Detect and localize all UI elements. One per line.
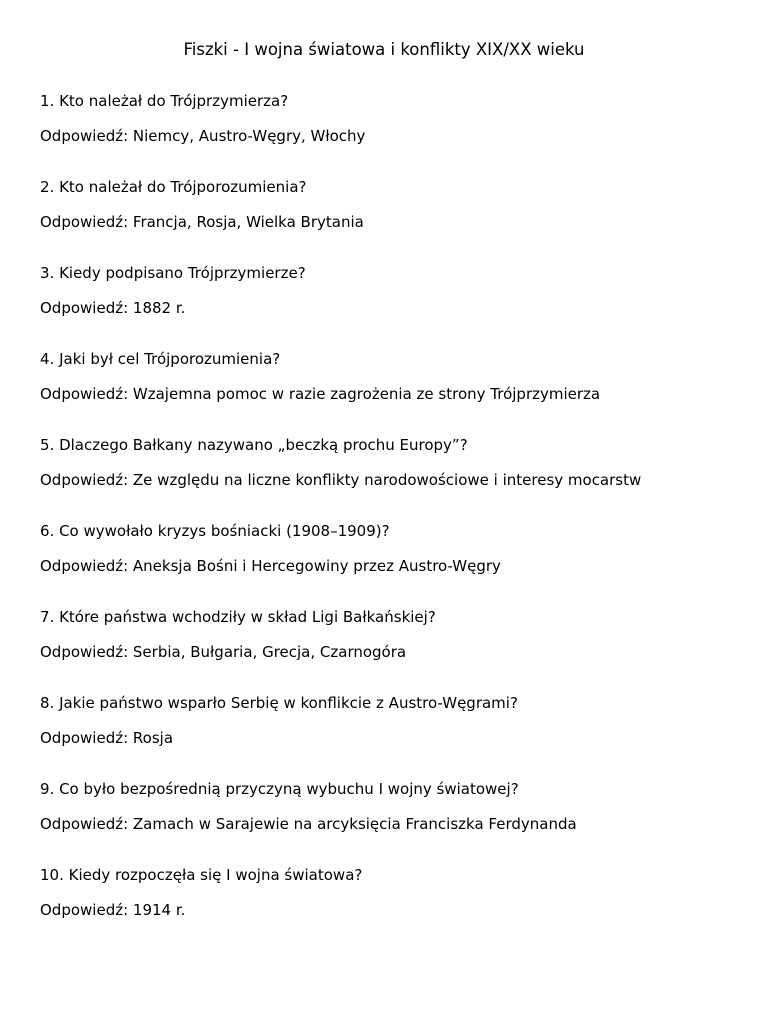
answer-2: Odpowiedź: Francja, Rosja, Wielka Brytania — [40, 213, 364, 231]
question-1: 1. Kto należał do Trójprzymierza? — [40, 92, 289, 110]
flashcard-10 — [40, 865, 740, 951]
question-10: 10. Kiedy rozpoczęła się I wojna światowa? — [40, 866, 363, 884]
flashcard-5 — [40, 435, 740, 521]
answer-7: Odpowiedź: Serbia, Bułgaria, Grecja, Czarnogóra — [40, 643, 407, 661]
answer-9: Odpowiedź: Zamach w Sarajewie na arcyksięcia Franciszka Ferdynanda — [40, 815, 577, 833]
question-4: 4. Jaki był cel Trójporozumienia? — [40, 350, 281, 368]
document-title: Fiszki - I wojna światowa i konflikty XIX/XX wieku — [183, 40, 585, 59]
flashcard-4 — [40, 349, 740, 435]
flashcard-9 — [40, 779, 740, 865]
question-2: 2. Kto należał do Trójporozumienia? — [40, 178, 307, 196]
question-3: 3. Kiedy podpisano Trójprzymierze? — [40, 264, 306, 282]
answer-4: Odpowiedź: Wzajemna pomoc w razie zagrożenia ze strony Trójprzymierza — [40, 385, 601, 403]
answer-3: Odpowiedź: 1882 r. — [40, 299, 186, 317]
question-8: 8. Jakie państwo wsparło Serbię w konflikcie z Austro-Węgrami? — [40, 694, 518, 712]
question-9: 9. Co było bezpośrednią przyczyną wybuchu I wojny światowej? — [40, 780, 519, 798]
answer-6: Odpowiedź: Aneksja Bośni i Hercegowiny przez Austro-Węgry — [40, 557, 501, 575]
flashcard-list — [40, 91, 740, 951]
answer-8: Odpowiedź: Rosja — [40, 729, 174, 747]
answer-5: Odpowiedź: Ze względu na liczne konflikty narodowościowe i interesy mocarstw — [40, 471, 642, 489]
flashcard-2 — [40, 177, 740, 263]
answer-10: Odpowiedź: 1914 r. — [40, 901, 186, 919]
flashcard-8 — [40, 693, 740, 779]
question-7: 7. Które państwa wchodziły w skład Ligi Bałkańskiej? — [40, 608, 436, 626]
answer-1: Odpowiedź: Niemcy, Austro-Węgry, Włochy — [40, 127, 366, 145]
flashcard-6 — [40, 521, 740, 607]
flashcard-1 — [40, 91, 740, 177]
flashcard-3 — [40, 263, 740, 349]
question-5: 5. Dlaczego Bałkany nazywano „beczką prochu Europy”? — [40, 436, 468, 454]
flashcard-7 — [40, 607, 740, 693]
question-6: 6. Co wywołało kryzys bośniacki (1908–1909)? — [40, 522, 390, 540]
